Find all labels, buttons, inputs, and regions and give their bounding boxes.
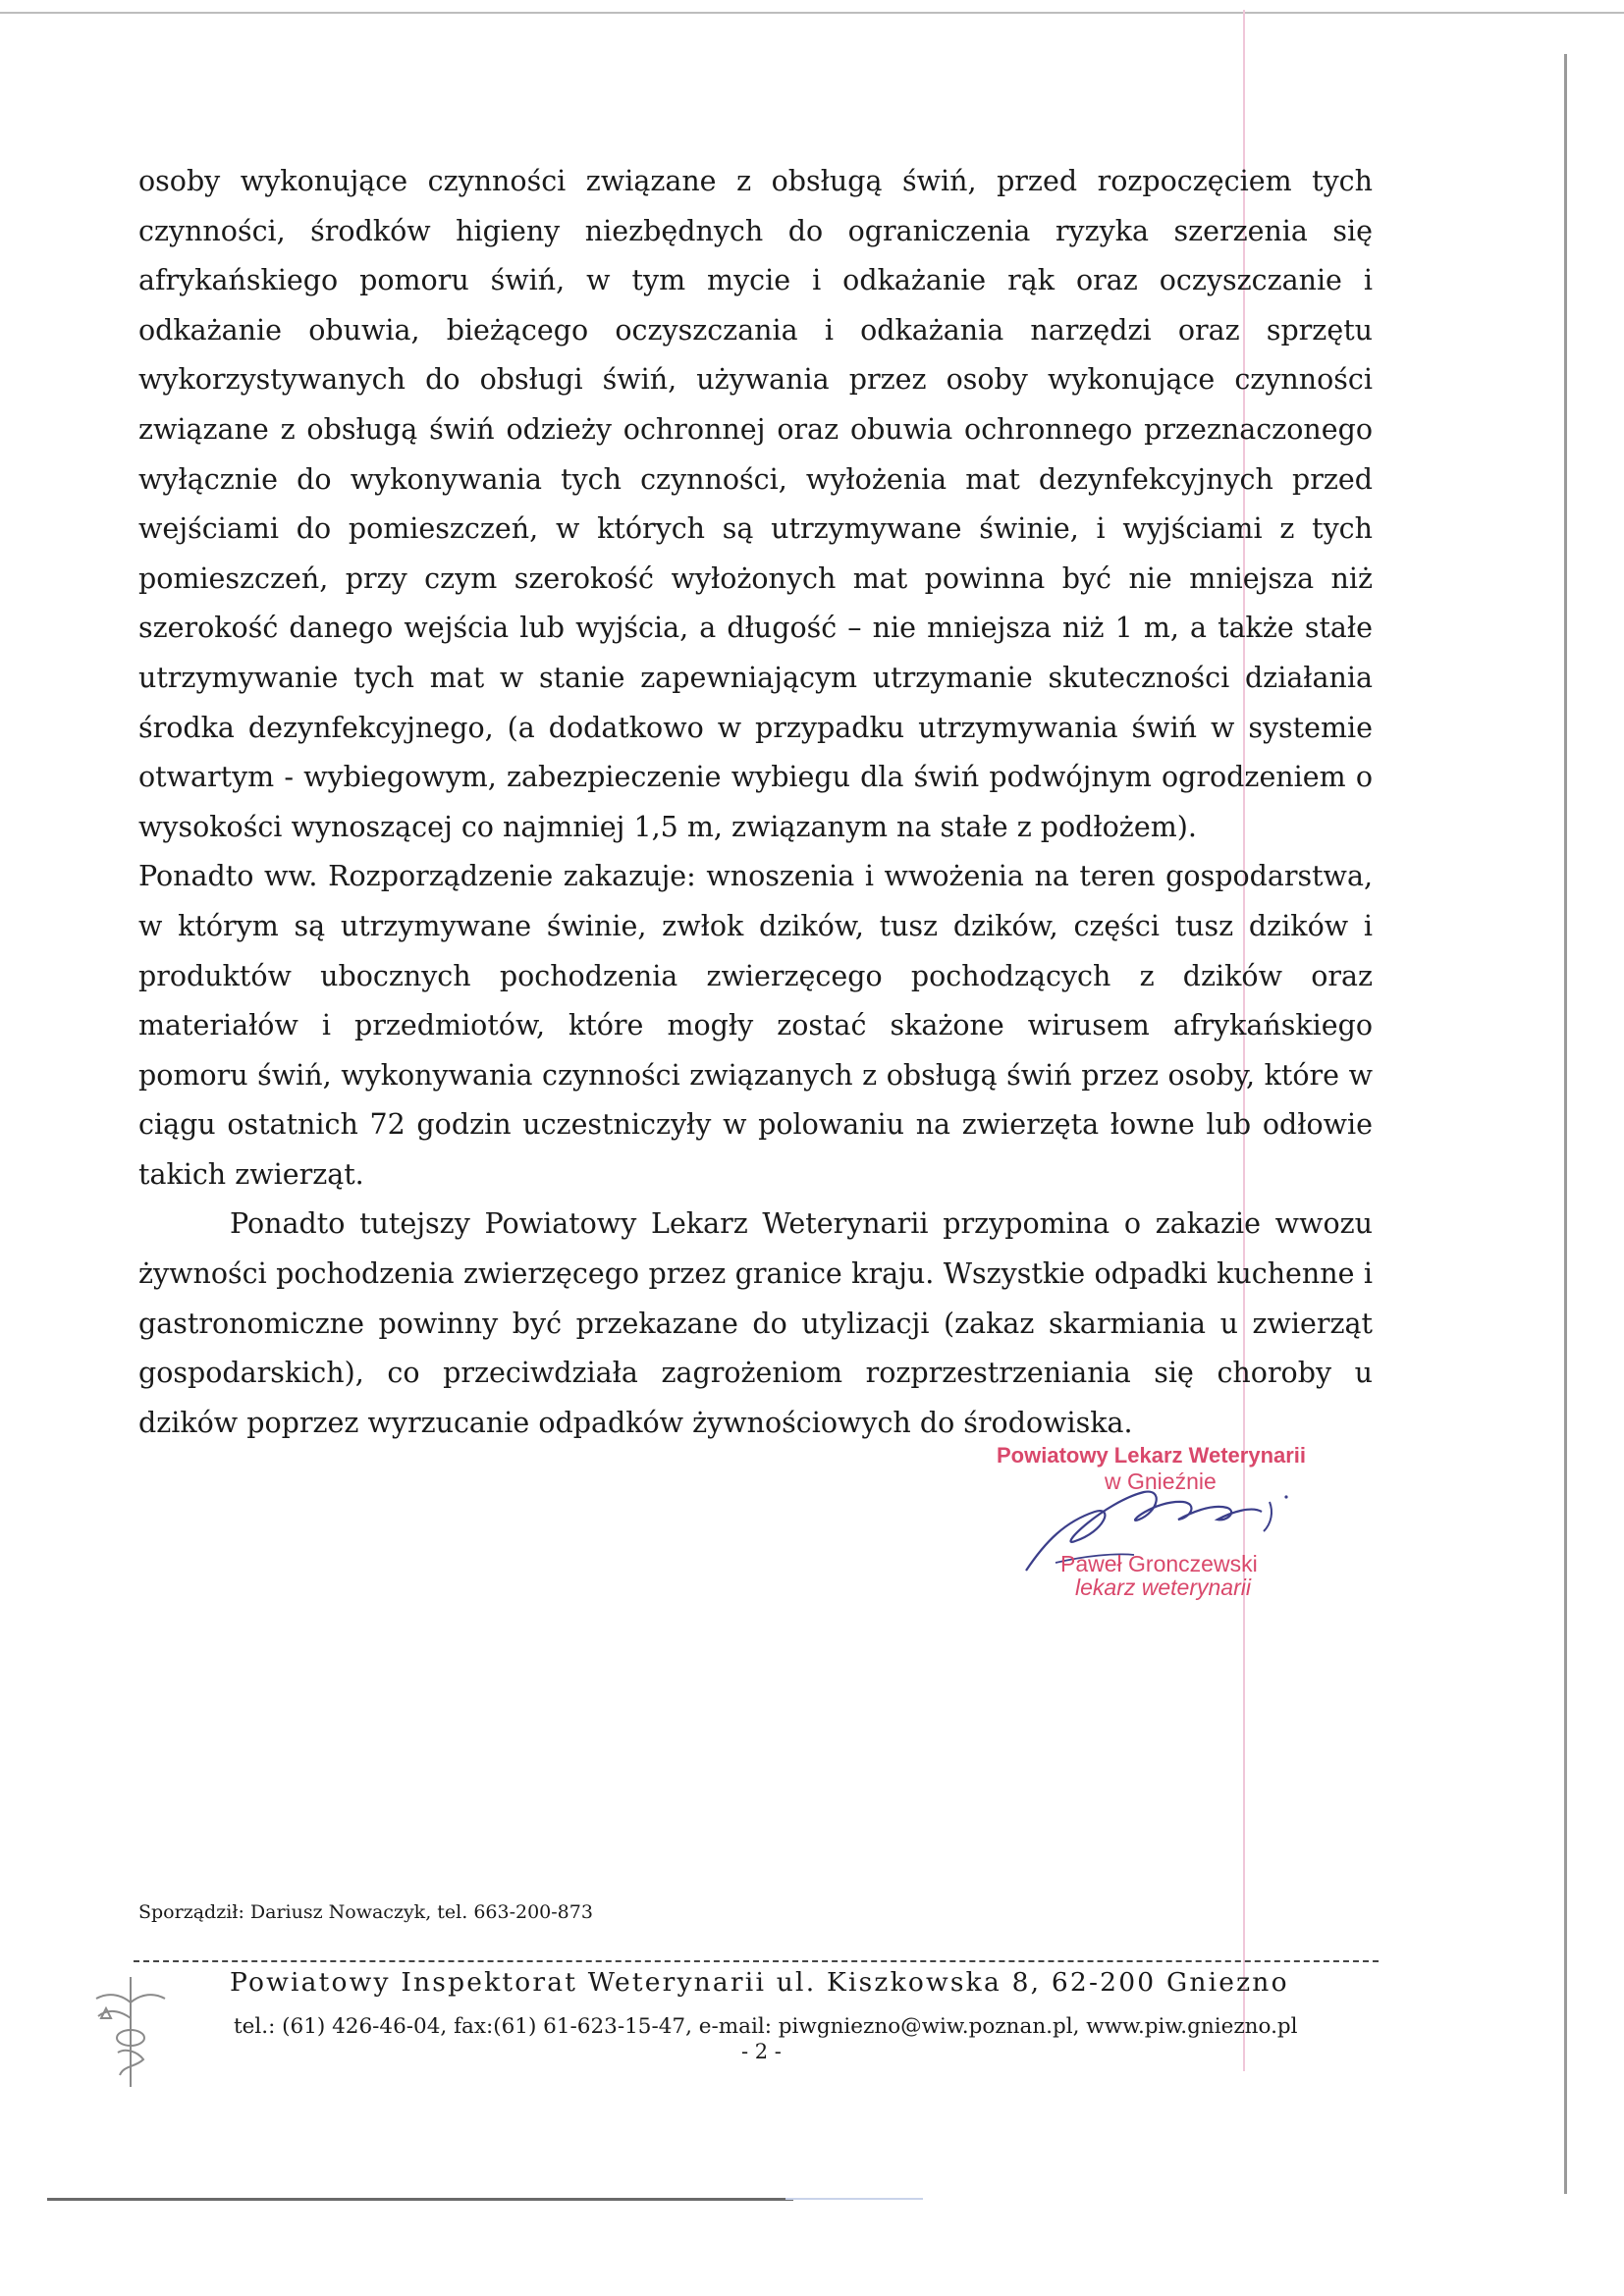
page-number: - 2 - xyxy=(741,2040,782,2063)
scan-bottom-edge xyxy=(47,2198,793,2201)
footer-contact: tel.: (61) 426-46-04, fax:(61) 61-623-15-47, e-mail: piwgniezno@wiw.poznan.pl, www.piw.gniezno.pl xyxy=(234,2014,1298,2039)
stamp-role: lekarz weterynarii xyxy=(1075,1575,1251,1600)
footer-organization: Powiatowy Inspektorat Weterynarii ul. Kiszkowska 8, 62-200 Gniezno xyxy=(230,1967,1289,1998)
stamp-name: Paweł Gronczewski xyxy=(1060,1551,1258,1576)
stamp-location: w Gnieźnie xyxy=(1105,1468,1217,1494)
scan-right-edge xyxy=(1564,54,1567,2194)
footer-divider xyxy=(134,1960,1379,1962)
stamp-title: Powiatowy Lekarz Weterynarii xyxy=(997,1443,1307,1468)
scan-bottom-edge-tint xyxy=(785,2198,923,2200)
official-stamp xyxy=(957,1443,1370,1620)
caduceus-icon xyxy=(77,1969,185,2097)
paragraph-regulation-prohibitions: Ponadto ww. Rozporządzenie zakazuje: wnoszenia i wwożenia na teren gospodarstwa, w którym są utrzymywane świnie, zwłok dzików, tusz dzików, części tusz dzików i produktów ubocznych pochodzenia zwierzęcego pochodzących z dzików oraz materiałów i przedmiotów, które mogły zostać skażone wirusem afrykańskiego pomoru świń, wykonywania czynności związanych z obsługą świń przez osoby, które w ciągu ostatnich 72 godzin uczestniczyły w polowaniu na zwierzęta łowne lub odłowie takich zwierząt. xyxy=(138,860,1373,1191)
paragraph-hygiene-requirements: osoby wykonujące czynności związane z obsługą świń, przed rozpoczęciem tych czynności, środków higieny niezbędnych do ograniczenia ryzyka szerzenia się afrykańskiego pomoru świń, w tym mycie i odkażanie rąk oraz oczyszczanie i odkażanie obuwia, bieżącego oczyszczania i odkażania narzędzi oraz sprzętu wykorzystywanych do obsługi świń, używania przez osoby wykonujące czynności związane z obsługą świń odzieży ochronnej oraz obuwia ochronnego przeznaczonego wyłącznie do wykonywania tych czynności, wyłożenia mat dezynfekcyjnych przed wejściami do pomieszczeń, w których są utrzymywane świnie, i wyjściami z tych pomieszczeń, przy czym szerokość wyłożonych mat powinna być nie mniejsza niż szerokość danego wejścia lub wyjścia, a długość – nie mniejsza niż 1 m, a także stałe utrzymywanie tych mat w stanie zapewniającym utrzymanie skuteczności działania środka dezynfekcyjnego, (a dodatkowo w przypadku utrzymywania świń w systemie otwartym - wybiegowym, zabezpieczenie wybiegu dla świń podwójnym ogrodzeniem o wysokości wynoszącej co najmniej 1,5 m, związanym na stałe z podłożem). xyxy=(138,165,1373,843)
prepared-by: Sporządził: Dariusz Nowaczyk, tel. 663-200-873 xyxy=(138,1901,593,1923)
scan-top-border xyxy=(0,12,1624,14)
letter-body xyxy=(138,157,1373,1448)
paragraph-food-import-reminder: Ponadto tutejszy Powiatowy Lekarz Weterynarii przypomina o zakazie wwozu żywności pochodzenia zwierzęcego przez granice kraju. Wszystkie odpadki kuchenne i gastronomiczne powinny być przekazane do utylizacji (zakaz skarmiania u zwierząt gospodarskich), co przeciwdziała zagrożeniom rozprzestrzeniania się choroby u dzików poprzez wyrzucanie odpadków żywnościowych do środowiska. xyxy=(138,1207,1373,1439)
